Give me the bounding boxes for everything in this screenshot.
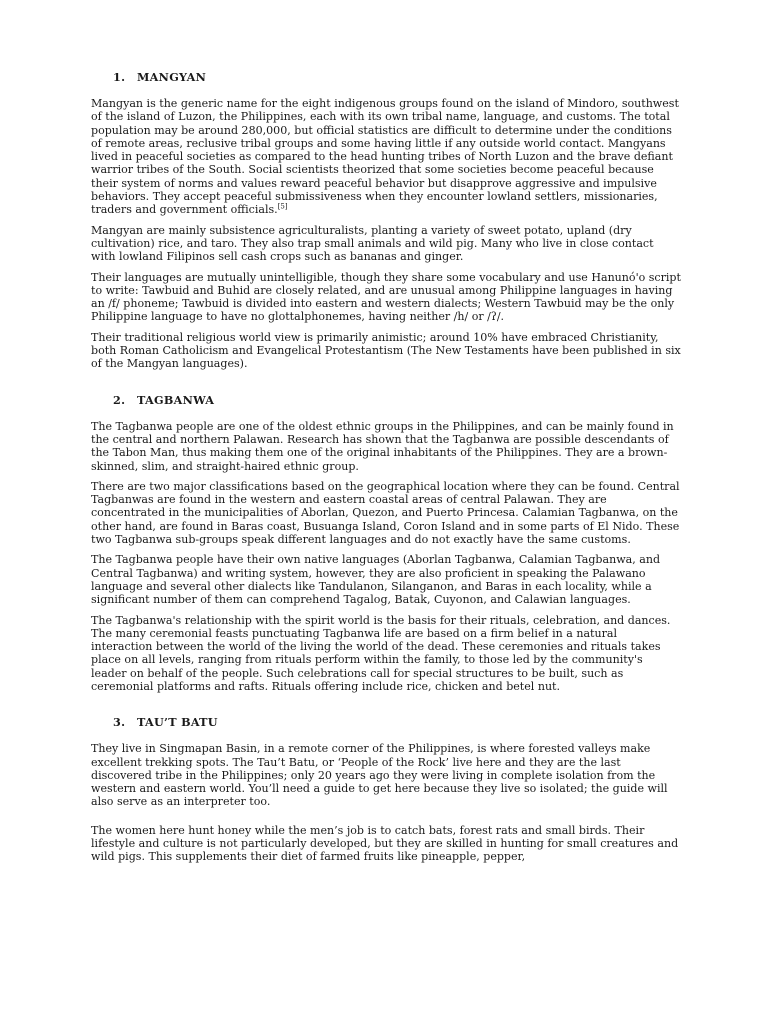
section-tagbanwa <box>91 393 681 694</box>
section-title: TAU’T BATU <box>137 715 218 730</box>
paragraph: The Tagbanwa people have their own native languages (Aborlan Tagbanwa, Calamian Tagbanwa, and Central Tagbanwa) and writing system, however, they are also proficient in speaking the Palawano language and several other dialects like Tandulanon, Silanganon, and Baras in each locality, while a significant number of them can comprehend Tagalog, Batak, Cuyonon, and Calawian languages. <box>91 553 661 607</box>
paragraph: The women here hunt honey while the men’s job is to catch bats, forest rats and small birds. Their lifestyle and culture is not particularly developed, but they are skilled in hunting for small creatures and wild pigs. This supplements their diet of farmed fruits like pineapple, pepper, <box>91 823 679 864</box>
section-heading <box>113 393 681 407</box>
paragraph: Their traditional religious world view is primarily animistic; around 10% have embraced Christianity, both Roman Catholicism and Evangelical Protestantism (The New Testaments have been published in six of the Mangyan languages). <box>91 330 681 371</box>
paragraph: Their languages are mutually unintelligible, though they share some vocabulary and use Hanunó'o script to write: Tawbuid and Buhid are closely related, and are unusual among Philippine languages in having an /f/ phoneme; Tawbuid is divided into eastern and western dialects; Western Tawbuid may be the only Philippine language to have no glottalphonemes, having neither /h/ or /ʔ/. <box>91 270 681 324</box>
paragraph: Mangyan are mainly subsistence agriculturalists, planting a variety of sweet potato, upland (dry cultivation) rice, and taro. They also trap small animals and wild pig. Many who live in close contact with lowland Filipinos sell cash crops such as bananas and ginger. <box>91 223 654 264</box>
section-number: 1. <box>113 70 126 84</box>
section-number: 2. <box>113 392 126 407</box>
paragraph: The Tagbanwa's relationship with the spirit world is the basis for their rituals, celebration, and dances. The many ceremonial feasts punctuating Tagbanwa life are based on a firm belief in a natural interaction between the world of the living the world of the dead. These ceremonies and rituals takes place on all levels, ranging from rituals perform within the family, to those led by the community's leader on behalf of the people. Such celebrations call for special structures to be built, such as ceremonial platforms and rafts. Rituals offering include rice, chicken and betel nut. <box>91 613 671 693</box>
paragraph: The Tagbanwa people are one of the oldest ethnic groups in the Philippines, and can be mainly found in the central and northern Palawan. Research has shown that the Tagbanwa are possible descendants of the Tabon Man, thus making them one of the original inhabitants of the Philippines. They are a brown-skinned, slim, and straight-haired ethnic group. <box>91 419 674 473</box>
section-heading <box>113 715 681 729</box>
footnote-marker[interactable]: [5] <box>277 202 288 211</box>
section-mangyan <box>91 70 681 371</box>
section-title: MANGYAN <box>137 70 207 84</box>
section-title: TAGBANWA <box>137 392 215 407</box>
section-taut-batu <box>91 715 681 863</box>
document-page <box>91 70 681 871</box>
section-number: 3. <box>113 715 126 730</box>
paragraph: There are two major classifications based on the geographical location where they can be found. Central Tagbanwas are found in the western and eastern coastal areas of central Palawan. They are concentrated in the municipalities of Aborlan, Quezon, and Puerto Princesa. Calamian Tagbanwa, on the other hand, are found in Baras coast, Busuanga Island, Coron Island and in some parts of El Nido. These two Tagbanwa sub-groups speak different languages and do not exactly have the same customs. <box>91 479 680 547</box>
paragraph <box>91 97 681 217</box>
paragraph-text: Mangyan is the generic name for the eight indigenous groups found on the island of Mindoro, southwest of the island of Luzon, the Philippines, each with its own tribal name, language, and customs. The total population may be around 280,000, but official statistics are difficult to determine under the conditions of remote areas, reclusive tribal groups and some having little if any outside world contact. Mangyans lived in peaceful societies as compared to the head hunting tribes of North Luzon and the brave defiant warrior tribes of the South. Social scientists theorized that some societies become peaceful because their system of norms and values reward peaceful behavior but disapprove aggressive and impulsive behaviors. They accept peaceful submissiveness when they encounter lowland settlers, missionaries, traders and government officials. <box>91 97 679 217</box>
paragraph: They live in Singmapan Basin, in a remote corner of the Philippines, is where forested valleys make excellent trekking spots. The Tau’t Batu, or ‘People of the Rock’ live here and they are the last discovered tribe in the Philippines; only 20 years ago they were living in complete isolation from the western and eastern world. You’ll need a guide to get here because they live so isolated; the guide will also serve as an interpreter too. <box>91 742 668 809</box>
section-heading <box>113 70 681 84</box>
